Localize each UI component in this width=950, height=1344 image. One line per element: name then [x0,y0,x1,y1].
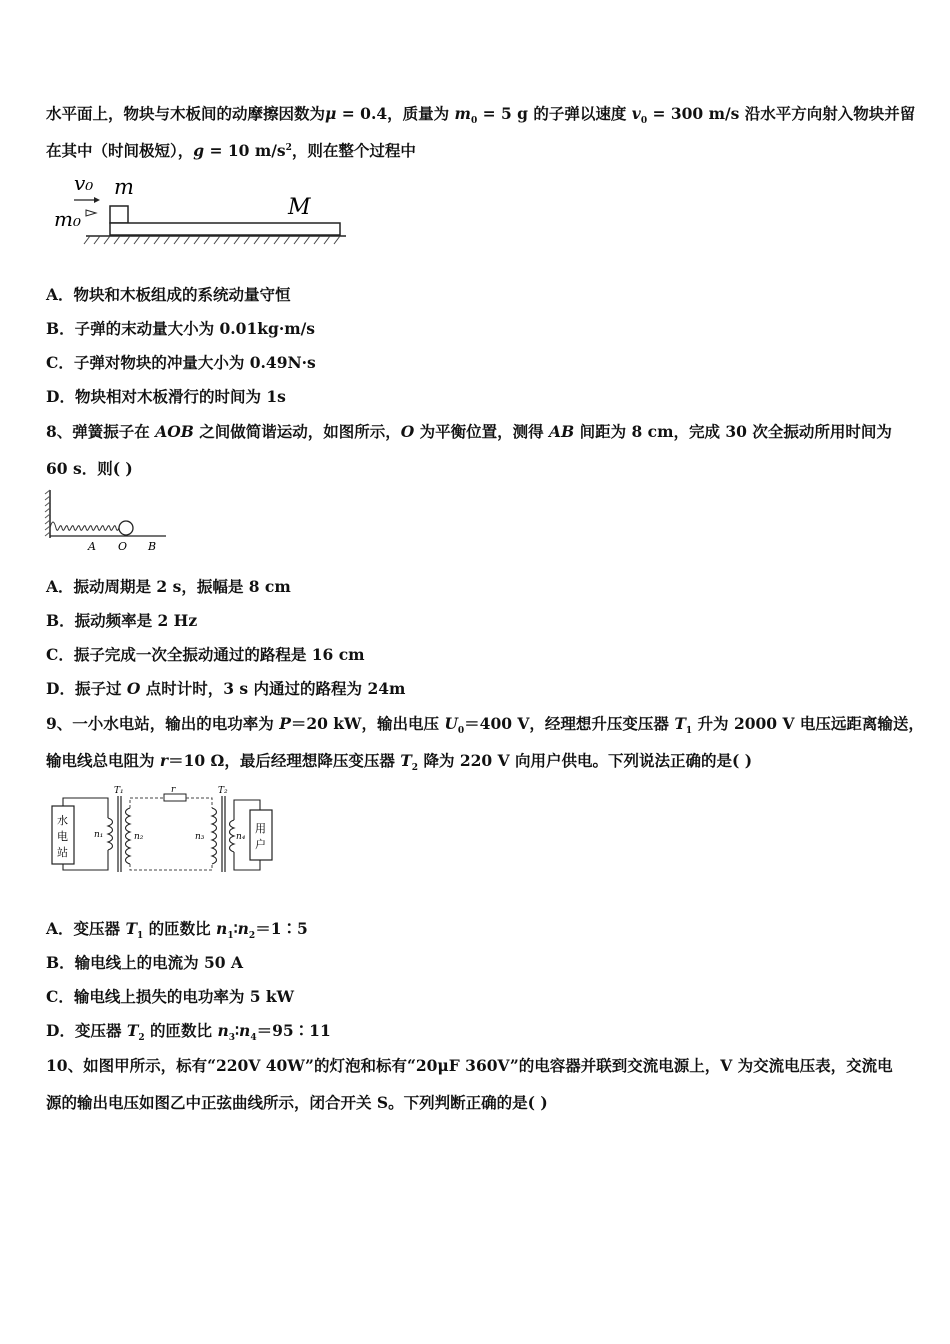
label-M: M [288,195,311,220]
q9-option-b[interactable]: B．输电线上的电流为 50 A [46,953,243,972]
coil-n3 [212,808,217,864]
oscillator-ball [119,521,133,535]
plank [110,223,340,235]
user-char-1: 用 [255,822,266,835]
user-box [250,810,272,860]
q9-stem-line1: 9、一小水电站，输出的电功率为 P＝20 kW，输出电压 $U_0=400$ V，经理想升压变压器 $T_1$ 升为 2000 V 电压远距离输送， [46,714,924,737]
q8-stem-line2: 60 s．则( ) [46,459,133,478]
q7-option-d[interactable]: D．物块相对木板滑行的时间为 1s [46,387,286,406]
q9-stem-line2: 输电线总电阻为 r＝10 Ω，最后经理想降压变压器 $T_2$ 降为 220 V 向用户供电。下列说法正确的是( ) [46,751,753,774]
label-n4: n₄ [236,832,246,842]
q8-option-a[interactable]: A．振动周期是 2 s，振幅是 8 cm [46,577,291,596]
label-m: m [114,175,134,199]
q8-option-b[interactable]: B．振动频率是 2 Hz [46,611,198,630]
spring [50,522,122,530]
point-O: O [118,540,128,553]
user-char-2: 户 [255,838,266,851]
coil-n1 [108,818,113,850]
line-resistor-r [164,794,186,801]
bullet-block-plank-figure [48,170,358,254]
label-v0: v₀ [74,171,94,195]
q8-stem-line1: 8、弹簧振子在 AOB 之间做简谐运动，如图所示，O 为平衡位置，测得 AB 间距为 8 cm，完成 30 次全振动所用时间为 [46,422,892,441]
q7-stem-line2: 在其中（时间极短），g = 10 $m/s^2$，则在整个过程中 [46,141,416,160]
label-n2: n₂ [134,832,144,842]
q7-option-a[interactable]: A．物块和木板组成的系统动量守恒 [46,285,291,304]
label-n1: n₁ [94,830,104,840]
point-A: A [88,540,96,553]
station-char-1: 水 [57,814,68,827]
spring-oscillator-figure [44,488,170,554]
label-T2: T₂ [218,786,228,796]
q7-option-b[interactable]: B．子弹的末动量大小为 0.01kg·m/s [46,319,316,338]
q7-option-c[interactable]: C．子弹对物块的冲量大小为 0.49N·s [46,353,316,372]
q9-option-c[interactable]: C．输电线上损失的电功率为 5 kW [46,987,295,1006]
station-char-3: 站 [57,846,68,859]
power-transmission-circuit-figure [44,784,284,876]
coil-n2 [126,808,131,864]
q8-option-c[interactable]: C．振子完成一次全振动通过的路程是 16 cm [46,645,365,664]
q8-option-d[interactable]: D．振子过 O 点时计时，3 s 内通过的路程为 24m [46,679,406,698]
coil-n4 [230,820,235,852]
point-B: B [148,540,157,553]
label-r: r [171,785,176,795]
q9-option-a[interactable]: A．变压器 $T_1$ 的匝数比 $n_1∶n_2=1∶5$ [46,919,308,942]
q9-option-d[interactable]: D．变压器 $T_2$ 的匝数比 $n_3∶n_4=95∶11$ [46,1021,331,1044]
block [110,206,128,223]
label-m0: m₀ [54,207,81,231]
label-T1: T₁ [114,786,124,796]
ground-hatch [84,236,340,244]
label-n3: n₃ [195,832,205,842]
q10-stem-line2: 源的输出电压如图乙中正弦曲线所示，闭合开关 S。下列判断正确的是( ) [46,1093,548,1112]
q10-stem-line1: 10、如图甲所示，标有“220V 40W”的灯泡和标有“20μF 360V”的电容器并联到交流电源上，V 为交流电压表，交流电 [46,1056,893,1075]
station-char-2: 电 [57,830,68,843]
q7-stem-line1: 水平面上，物块与木板间的动摩擦因数为μ = 0.4，质量为 $m_0 = 5$ g 的子弹以速度 $v_0 = 300$ m/s 沿水平方向射入物块并留 [46,104,916,127]
